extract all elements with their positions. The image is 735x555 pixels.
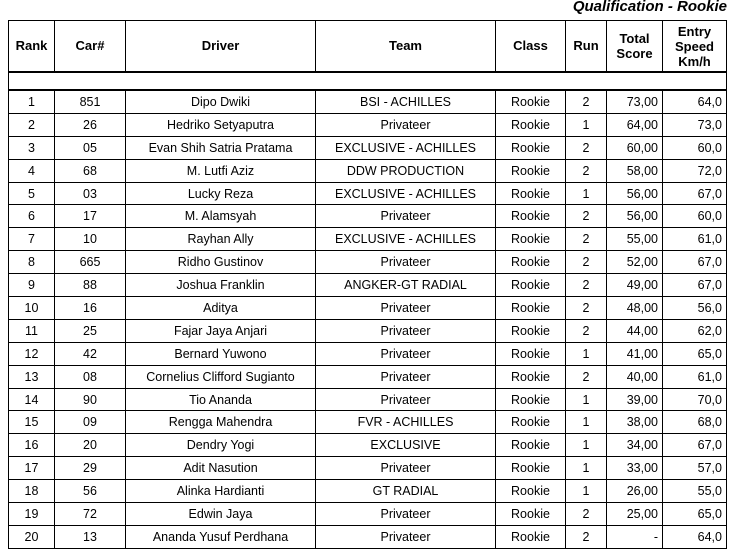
run-cell: 1: [566, 113, 607, 136]
rank-cell: 19: [9, 503, 55, 526]
team-cell: DDW PRODUCTION: [316, 159, 496, 182]
team-cell: BSI - ACHILLES: [316, 90, 496, 113]
rank-cell: 3: [9, 136, 55, 159]
driver-cell: Joshua Franklin: [126, 274, 316, 297]
car-cell: 88: [55, 274, 126, 297]
rank-cell: 15: [9, 411, 55, 434]
score-cell: 56,00: [607, 205, 663, 228]
score-cell: 40,00: [607, 365, 663, 388]
driver-cell: Ananda Yusuf Perdhana: [126, 525, 316, 548]
rank-cell: 11: [9, 319, 55, 342]
run-cell: 1: [566, 457, 607, 480]
team-cell: GT RADIAL: [316, 480, 496, 503]
class-cell: Rookie: [496, 113, 566, 136]
class-cell: Rookie: [496, 365, 566, 388]
team-cell: Privateer: [316, 113, 496, 136]
run-cell: 2: [566, 274, 607, 297]
table-row: [9, 434, 727, 457]
results-table: [8, 20, 727, 549]
car-header: Car#: [55, 21, 126, 73]
run-cell: 1: [566, 182, 607, 205]
speed-cell: 67,0: [663, 182, 727, 205]
speed-cell: 60,0: [663, 136, 727, 159]
driver-cell: M. Alamsyah: [126, 205, 316, 228]
table-row: [9, 159, 727, 182]
run-cell: 2: [566, 365, 607, 388]
class-cell: Rookie: [496, 90, 566, 113]
driver-cell: Bernard Yuwono: [126, 342, 316, 365]
car-cell: 20: [55, 434, 126, 457]
speed-cell: 61,0: [663, 228, 727, 251]
class-cell: Rookie: [496, 182, 566, 205]
speed-cell: 67,0: [663, 251, 727, 274]
class-cell: Rookie: [496, 388, 566, 411]
car-cell: 42: [55, 342, 126, 365]
team-cell: EXCLUSIVE: [316, 434, 496, 457]
team-cell: EXCLUSIVE - ACHILLES: [316, 228, 496, 251]
table-row: [9, 205, 727, 228]
rank-cell: 8: [9, 251, 55, 274]
page-title: Qualification - Rookie: [572, 0, 727, 15]
rank-cell: 16: [9, 434, 55, 457]
entry-speed-header-line1: Entry: [677, 23, 712, 39]
driver-cell: Adit Nasution: [126, 457, 316, 480]
car-cell: 25: [55, 319, 126, 342]
car-cell: 68: [55, 159, 126, 182]
score-cell: 55,00: [607, 228, 663, 251]
speed-cell: 70,0: [663, 388, 727, 411]
class-cell: Rookie: [496, 274, 566, 297]
car-cell: 03: [55, 182, 126, 205]
score-cell: 34,00: [607, 434, 663, 457]
score-cell: 56,00: [607, 182, 663, 205]
class-cell: Rookie: [496, 159, 566, 182]
run-cell: 2: [566, 251, 607, 274]
driver-cell: Rengga Mahendra: [126, 411, 316, 434]
team-cell: Privateer: [316, 457, 496, 480]
table-row: [9, 457, 727, 480]
score-cell: 60,00: [607, 136, 663, 159]
total-score-header: [607, 21, 663, 73]
spacer-cell: [9, 72, 727, 90]
car-cell: 56: [55, 480, 126, 503]
car-cell: 08: [55, 365, 126, 388]
team-cell: EXCLUSIVE - ACHILLES: [316, 136, 496, 159]
speed-cell: 64,0: [663, 525, 727, 548]
run-cell: 2: [566, 90, 607, 113]
run-cell: 1: [566, 434, 607, 457]
score-cell: 73,00: [607, 90, 663, 113]
rank-cell: 6: [9, 205, 55, 228]
run-cell: 2: [566, 319, 607, 342]
driver-cell: Cornelius Clifford Sugianto: [126, 365, 316, 388]
team-header: Team: [316, 21, 496, 73]
car-cell: 16: [55, 297, 126, 320]
table-row: [9, 411, 727, 434]
driver-cell: Tio Ananda: [126, 388, 316, 411]
entry-speed-header-line3: Km/h: [678, 53, 711, 69]
run-cell: 2: [566, 228, 607, 251]
rank-cell: 7: [9, 228, 55, 251]
driver-cell: Dendry Yogi: [126, 434, 316, 457]
score-cell: 41,00: [607, 342, 663, 365]
run-cell: 2: [566, 159, 607, 182]
team-cell: Privateer: [316, 297, 496, 320]
driver-cell: Evan Shih Satria Pratama: [126, 136, 316, 159]
car-cell: 17: [55, 205, 126, 228]
table-row: [9, 388, 727, 411]
team-cell: Privateer: [316, 319, 496, 342]
speed-cell: 55,0: [663, 480, 727, 503]
run-cell: 1: [566, 342, 607, 365]
speed-cell: 57,0: [663, 457, 727, 480]
speed-cell: 72,0: [663, 159, 727, 182]
car-cell: 26: [55, 113, 126, 136]
driver-cell: Ridho Gustinov: [126, 251, 316, 274]
driver-cell: Fajar Jaya Anjari: [126, 319, 316, 342]
table-row: [9, 503, 727, 526]
class-cell: Rookie: [496, 503, 566, 526]
rank-cell: 13: [9, 365, 55, 388]
header-row: [9, 21, 727, 73]
score-cell: 52,00: [607, 251, 663, 274]
team-cell: Privateer: [316, 525, 496, 548]
team-cell: Privateer: [316, 388, 496, 411]
score-cell: 49,00: [607, 274, 663, 297]
speed-cell: 65,0: [663, 342, 727, 365]
table-row: [9, 228, 727, 251]
table-row: [9, 182, 727, 205]
class-cell: Rookie: [496, 342, 566, 365]
rank-cell: 1: [9, 90, 55, 113]
rank-cell: 20: [9, 525, 55, 548]
team-cell: EXCLUSIVE - ACHILLES: [316, 182, 496, 205]
total-score-header-line2: Score: [616, 46, 653, 61]
driver-cell: Rayhan Ally: [126, 228, 316, 251]
score-cell: 26,00: [607, 480, 663, 503]
score-cell: 48,00: [607, 297, 663, 320]
table-row: [9, 319, 727, 342]
spacer-row: [9, 72, 727, 90]
team-cell: Privateer: [316, 251, 496, 274]
entry-speed-header: [663, 21, 727, 73]
entry-speed-header-line2: Speed: [674, 38, 714, 54]
class-cell: Rookie: [496, 251, 566, 274]
rank-cell: 5: [9, 182, 55, 205]
score-cell: 33,00: [607, 457, 663, 480]
table-row: [9, 136, 727, 159]
run-header: Run: [566, 21, 607, 73]
car-cell: 13: [55, 525, 126, 548]
score-cell: 64,00: [607, 113, 663, 136]
speed-cell: 64,0: [663, 90, 727, 113]
driver-cell: Hedriko Setyaputra: [126, 113, 316, 136]
run-cell: 2: [566, 503, 607, 526]
run-cell: 1: [566, 480, 607, 503]
class-cell: Rookie: [496, 480, 566, 503]
score-cell: 25,00: [607, 503, 663, 526]
car-cell: 05: [55, 136, 126, 159]
table-row: [9, 365, 727, 388]
car-cell: 10: [55, 228, 126, 251]
table-row: [9, 90, 727, 113]
class-cell: Rookie: [496, 525, 566, 548]
class-cell: Rookie: [496, 411, 566, 434]
rank-cell: 17: [9, 457, 55, 480]
car-cell: 90: [55, 388, 126, 411]
score-cell: 39,00: [607, 388, 663, 411]
class-cell: Rookie: [496, 136, 566, 159]
rank-cell: 18: [9, 480, 55, 503]
team-cell: FVR - ACHILLES: [316, 411, 496, 434]
driver-header: Driver: [126, 21, 316, 73]
rank-cell: 12: [9, 342, 55, 365]
car-cell: 665: [55, 251, 126, 274]
run-cell: 2: [566, 205, 607, 228]
run-cell: 2: [566, 525, 607, 548]
speed-cell: 73,0: [663, 113, 727, 136]
driver-cell: Alinka Hardianti: [126, 480, 316, 503]
table-row: [9, 525, 727, 548]
rank-cell: 2: [9, 113, 55, 136]
speed-cell: 68,0: [663, 411, 727, 434]
team-cell: Privateer: [316, 503, 496, 526]
driver-cell: M. Lutfi Aziz: [126, 159, 316, 182]
rank-cell: 10: [9, 297, 55, 320]
speed-cell: 62,0: [663, 319, 727, 342]
car-cell: 29: [55, 457, 126, 480]
car-cell: 851: [55, 90, 126, 113]
car-cell: 72: [55, 503, 126, 526]
speed-cell: 67,0: [663, 434, 727, 457]
table-row: [9, 342, 727, 365]
table-row: [9, 113, 727, 136]
car-cell: 09: [55, 411, 126, 434]
run-cell: 1: [566, 388, 607, 411]
score-cell: 58,00: [607, 159, 663, 182]
team-cell: Privateer: [316, 365, 496, 388]
run-cell: 2: [566, 136, 607, 159]
driver-cell: Edwin Jaya: [126, 503, 316, 526]
score-cell: 44,00: [607, 319, 663, 342]
rank-cell: 4: [9, 159, 55, 182]
team-cell: Privateer: [316, 205, 496, 228]
class-header: Class: [496, 21, 566, 73]
class-cell: Rookie: [496, 434, 566, 457]
table-row: [9, 297, 727, 320]
class-cell: Rookie: [496, 205, 566, 228]
run-cell: 2: [566, 297, 607, 320]
class-cell: Rookie: [496, 319, 566, 342]
speed-cell: 61,0: [663, 365, 727, 388]
driver-cell: Aditya: [126, 297, 316, 320]
total-score-header-line1: Total: [619, 31, 650, 46]
rank-header: Rank: [9, 21, 55, 73]
speed-cell: 56,0: [663, 297, 727, 320]
rank-cell: 9: [9, 274, 55, 297]
team-cell: ANGKER-GT RADIAL: [316, 274, 496, 297]
team-cell: Privateer: [316, 342, 496, 365]
results-body: [9, 90, 727, 548]
speed-cell: 60,0: [663, 205, 727, 228]
class-cell: Rookie: [496, 457, 566, 480]
table-row: [9, 251, 727, 274]
class-cell: Rookie: [496, 228, 566, 251]
speed-cell: 67,0: [663, 274, 727, 297]
run-cell: 1: [566, 411, 607, 434]
rank-cell: 14: [9, 388, 55, 411]
score-cell: -: [607, 525, 663, 548]
driver-cell: Dipo Dwiki: [126, 90, 316, 113]
driver-cell: Lucky Reza: [126, 182, 316, 205]
table-row: [9, 274, 727, 297]
speed-cell: 65,0: [663, 503, 727, 526]
score-cell: 38,00: [607, 411, 663, 434]
class-cell: Rookie: [496, 297, 566, 320]
table-row: [9, 480, 727, 503]
